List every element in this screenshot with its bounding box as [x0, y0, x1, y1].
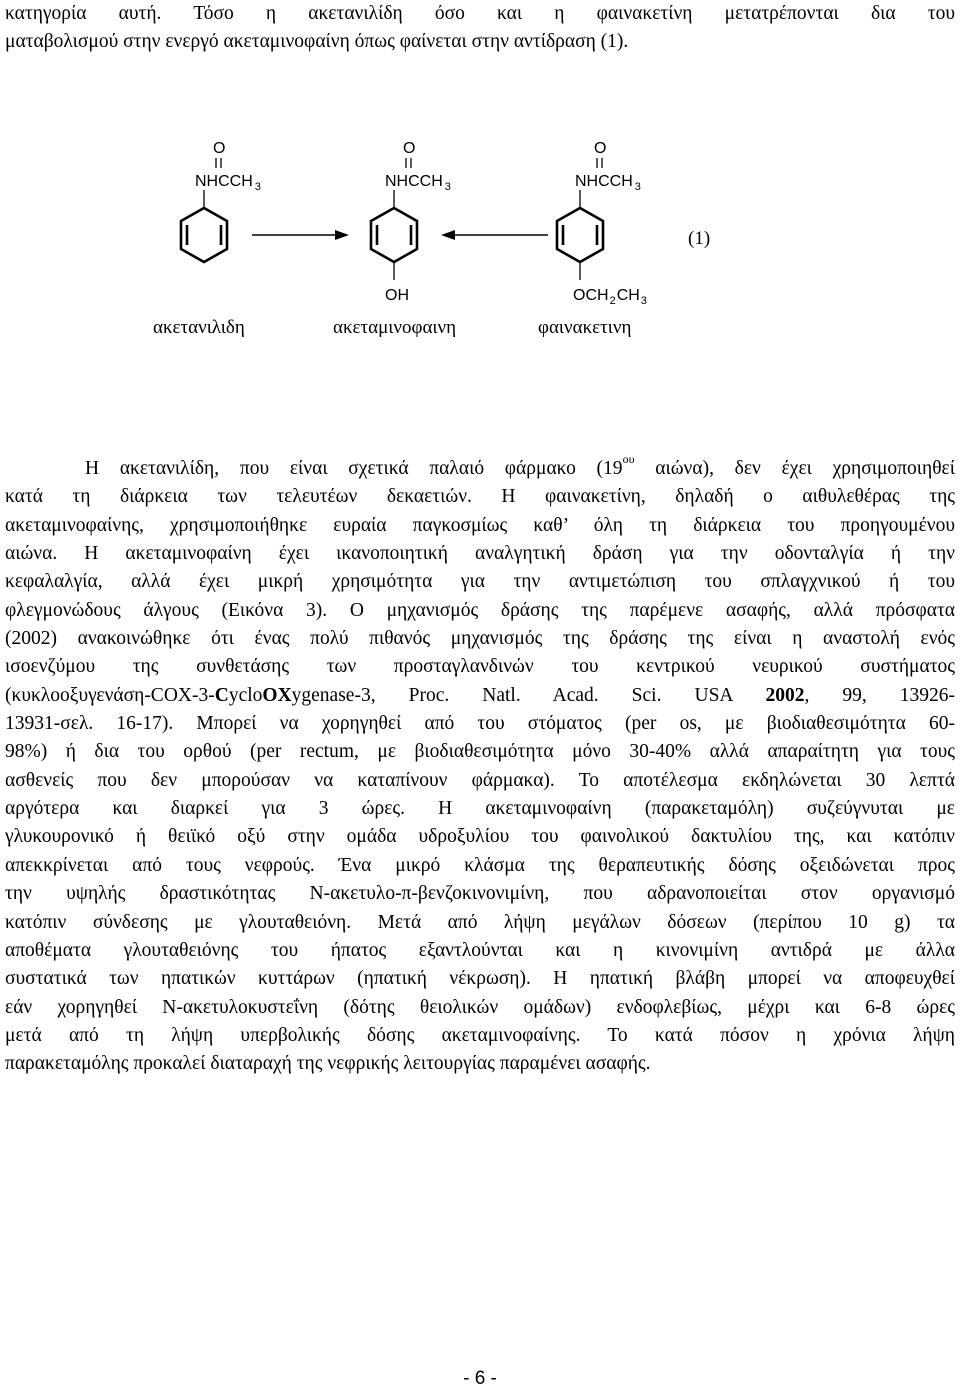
acetaminophen-structure [333, 140, 456, 338]
compound-name-phenacetin: φαινακετινη [538, 317, 632, 338]
paragraph-line: αργότερα και διαρκεί για 3 ώρες. Η ακεταμινοφαίνη (παρακεταμόλη) συζεύγνυται με [5, 798, 955, 820]
reverse-arrow [441, 230, 548, 240]
hydroxyl-group-label: OH [385, 287, 409, 304]
phenacetin-structure [538, 140, 647, 338]
paragraph-line: 98%) ή δια του ορθού (per rectum, με βιοδιαθεσιμότητα μόνο 30-40% αλλά απαραίτητη για τους [5, 741, 955, 763]
amide-group-label: NHCCH $_3$ [195, 173, 261, 193]
amide-group-label: NHCCH $_3$ [575, 173, 641, 193]
intro-paragraph [5, 0, 955, 56]
paragraph-line: αιώνα. Η ακεταμινοφαίνη έχει ικανοποιητική αναλγητική δράση για την οδονταλγία ή την [5, 543, 955, 565]
paragraph-line: παρακεταμόλης προκαλεί διαταραχή της νεφρικής λειτουργίας παραμένει ασαφής. [5, 1053, 651, 1075]
acetanilide-structure [153, 140, 261, 338]
paragraph-line: την υψηλής δραστικότητας Ν-ακετυλο-π-βενζοκινονιμίνη, που αδρανοποιείται στον οργανισμό [5, 883, 955, 905]
paragraph-line: γλυκουρονικό ή θειϊκό οξύ στην ομάδα υδροξυλίου του φαινολικού δακτυλίου της, και κατόπιν [5, 826, 955, 848]
paragraph-line: εάν χορηγηθεί Ν-ακετυλοκυστεΐνη (δότης θειολικών ομάδων) ενδοφλεβίως, μέχρι και 6-8 ώρες [5, 996, 955, 1018]
forward-arrow [252, 230, 349, 240]
intro-line: ματαβολισμού στην ενεργό ακεταμινοφαίνη όπως φαίνεται στην αντίδραση (1). [5, 31, 629, 52]
ordinal-superscript: ου [622, 452, 635, 466]
carbonyl-oxygen-label: O [594, 140, 607, 157]
paragraph-line: Η ακετανιλίδη, που είναι σχετικά παλαιό φάρμακο ($19^{o\upsilon}$ αιώνα), δεν έχει χρησιμοποιηθεί [85, 452, 955, 479]
amide-group-label: NHCCH $_3$ [385, 173, 451, 193]
paragraph-line: μετά από τη λήψη υπερβολικής δόσης ακεταμινοφαίνης. Το κατά πόσον η χρόνια λήψη [5, 1024, 955, 1046]
paragraph-line: (2002) ανακοινώθηκε ότι ένας πολύ πιθανός μηχανισμός της δράσης της είναι η αναστολή ενός [5, 628, 955, 650]
paragraph-line: κεφαλαλγία, αλλά έχει μικρή χρησιμότητα για την αντιμετώπιση του σπλαγχνικού ή του [5, 571, 955, 593]
paragraph-line: (κυκλοοξυγενάση-COX-3-CycloOXygenase-3, Proc. Natl. Acad. Sci. USA 2002, 99, 13926- [5, 684, 955, 706]
paragraph-line: 13931-σελ. 16-17). Μπορεί να χορηγηθεί από του στόματος (per os, με βιοδιαθεσιμότητα 60- [5, 713, 955, 735]
carbonyl-oxygen-label: O [403, 140, 416, 157]
document-page [5, 0, 955, 1391]
paragraph-line: ασθενείς που δεν μπορούσαν να καταπίνουν φάρμακα). Το αποτέλεσμα εκδηλώνεται 30 λεπτά [5, 769, 955, 791]
paragraph-line: φλεγμονώδους άλγους (Εικόνα 3). Ο μηχανισμός δράσης της παρέμενε ασαφής, αλλά πρόσφατα [5, 599, 955, 621]
paragraph-line: συστατικά των ηπατικών κυττάρων (ηπατική νέκρωση). Η ηπατική βλάβη μπορεί να αποφευχθεί [5, 968, 955, 990]
paragraph-line: ισοενζύμου της συνθετάσης των προσταγλανδινών του κεντρικού νευρικού συστήματος [5, 656, 955, 678]
compound-name-acetanilide: ακετανιλιδη [153, 317, 245, 338]
main-paragraph [5, 452, 955, 1079]
page-number: - 6 - [463, 1368, 497, 1389]
reaction-scheme [5, 128, 955, 353]
intro-line: κατηγορία αυτή. Τόσο η ακετανιλίδη όσο και η φαινακετίνη μετατρέπονται δια του [5, 3, 955, 24]
paragraph-line: ακεταμινοφαίνης, χρησιμοποιήθηκε ευραία παγκοσμίως καθ’ όλη τη διάρκεια του προηγουμένου [5, 514, 955, 536]
paragraph-line: απεκκρίνεται από τους νεφρούς. Ένα μικρό κλάσμα της θεραπευτικής δόσης οξειδώνεται προς [5, 854, 955, 876]
paragraph-line: κατόπιν σύνδεσης με γλουταθειόνη. Μετά από λήψη μεγάλων δόσεων (περίπου 10 g) τα [5, 911, 955, 933]
reaction-number: (1) [688, 228, 711, 249]
reaction-scheme-drawing [5, 128, 955, 353]
paragraph-line: αποθέματα γλουταθειόνης του ήπατος εξαντλούνται και η κινονιμίνη αντιδρά με άλλα [5, 939, 955, 961]
ethoxy-group-label: $OCH_2CH_3$ [573, 287, 647, 307]
compound-name-acetaminophen: ακεταμινοφαινη [333, 317, 457, 338]
carbonyl-oxygen-label: O [213, 140, 226, 157]
paragraph-line: κατά τη διάρκεια των τελευτέων δεκαετιών. Η φαινακετίνη, δηλαδή ο αιθυλεθέρας της [5, 486, 955, 508]
